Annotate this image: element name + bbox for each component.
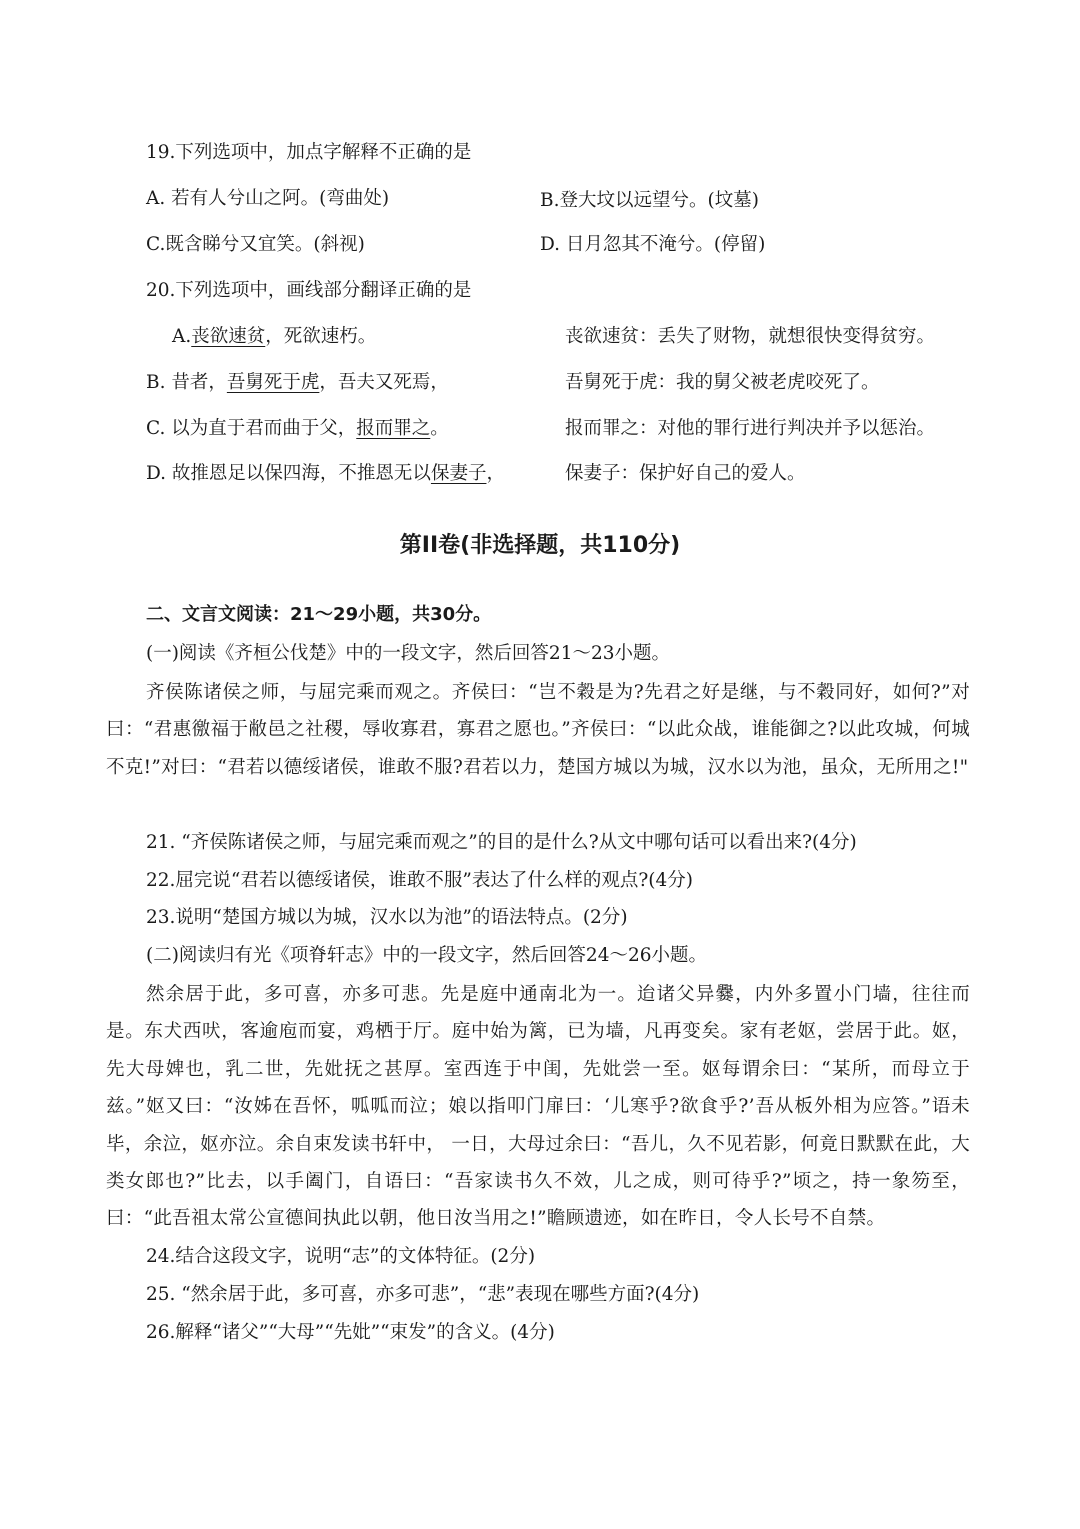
q20-option-c	[146, 416, 449, 442]
q19-option-a: A. 若有人兮山之阿。(弯曲处)	[146, 188, 390, 209]
q19-option-d: D. 日月忽其不淹兮。(停留)	[540, 234, 766, 255]
q20-option-a-translation: 丧欲速贫：丢失了财物，就想很快变得贫穷。	[565, 326, 936, 347]
q20-option-b-label: B. 昔者，	[146, 372, 227, 393]
q20-stem: 20.下列选项中，画线部分翻译正确的是	[146, 280, 472, 301]
q20-option-a	[172, 324, 376, 350]
reading2-intro: (二)阅读归有光《项脊轩志》中的一段文字，然后回答24～26小题。	[146, 945, 708, 966]
q20-option-b-rest: ，吾夫又死焉，	[319, 372, 449, 393]
q20-option-a-underlined: 丧欲速贫	[191, 326, 266, 347]
q20-option-a-label: A.	[172, 326, 192, 347]
question-25: 25. “然余居于此，多可喜，亦多可悲”，“悲”表现在哪些方面?(4分)	[146, 1284, 700, 1305]
q20-option-a-rest: ，死欲速朽。	[265, 326, 377, 347]
q20-option-c-underlined: 报而罪之	[356, 418, 431, 439]
question-24: 24.结合这段文字，说明“志”的文体特征。(2分)	[146, 1246, 536, 1267]
part-title: 二、文言文阅读：21～29小题，共30分。	[146, 604, 492, 625]
reading1-passage: 齐侯陈诸侯之师，与屈完乘而观之。齐侯曰：“岂不穀是为?先君之好是继，与不穀同好，如何?”对曰：“君惠徼福于敝邑之社稷，辱收寡君，寡君之愿也。”齐侯曰：“以此众战，谁能御之?以此攻城，何城不克!”对曰：“君若以德绥诸侯，谁敢不服?君若以力，楚国方城以为城，汉水以为池，虽众，无所用之!"	[106, 682, 970, 778]
q20-option-d	[146, 461, 505, 487]
reading1-intro: (一)阅读《齐桓公伐楚》中的一段文字，然后回答21～23小题。	[146, 643, 671, 664]
q20-option-d-label: D. 故推恩足以保四海，不推恩无以	[146, 463, 431, 484]
q20-option-d-underlined: 保妻子	[430, 463, 487, 484]
question-26: 26.解释“诸父”“大母”“先妣”“束发”的含义。(4分)	[146, 1322, 555, 1343]
q20-option-d-translation: 保妻子：保护好自己的爱人。	[565, 463, 806, 484]
q20-option-c-label: C. 以为直于君而曲于父，	[146, 418, 357, 439]
q19-option-c: C.既含睇兮又宜笑。(斜视)	[146, 234, 365, 255]
question-21: 21. “齐侯陈诸侯之师，与屈完乘而观之”的目的是什么?从文中哪句话可以看出来?(4分)	[146, 832, 857, 853]
q19-stem: 19.下列选项中，加点字解释不正确的是	[146, 142, 472, 163]
q20-option-d-rest: ，	[486, 463, 505, 484]
q20-option-b	[146, 370, 449, 396]
q20-option-c-translation: 报而罪之：对他的罪行进行判决并予以惩治。	[565, 418, 936, 439]
q20-option-b-underlined: 吾舅死于虎	[226, 372, 320, 393]
reading2-passage: 然余居于此，多可喜，亦多可悲。先是庭中通南北为一。迨诸父异爨，内外多置小门墙，往往而是。东犬西吠，客逾庖而宴，鸡栖于厅。庭中始为篱，已为墙，凡再变矣。家有老妪，尝居于此。妪，先大母婢也，乳二世，先妣抚之甚厚。室西连于中闺，先妣尝一至。妪每谓余曰：“某所，而母立于兹。”妪又曰：“汝姊在吾怀，呱呱而泣；娘以指叩门扉曰：‘儿寒乎?欲食乎?’吾从板外相为应答。”语未毕，余泣，妪亦泣。余自束发读书轩中， 一日，大母过余曰：“吾儿，久不见若影，何竟日默默在此，大类女郎也?”比去，以手阖门，自语曰：“吾家读书久不效，儿之成，则可待乎?”顷之，持一象笏至，曰：“此吾祖太常公宣德间执此以朝，他日汝当用之!”瞻顾遗迹，如在昨日，令人长号不自禁。	[106, 984, 970, 1230]
q20-option-c-rest: 。	[430, 418, 449, 439]
section-title: 第II卷(非选择题，共110分)	[399, 533, 681, 558]
question-23: 23.说明“楚国方城以为城，汉水以为池”的语法特点。(2分)	[146, 907, 628, 928]
q19-option-b: B.登大坟以远望兮。(坟墓)	[540, 190, 759, 211]
q20-option-b-translation: 吾舅死于虎：我的舅父被老虎咬死了。	[565, 372, 880, 393]
question-22: 22.屈完说“君若以德绥诸侯，谁敢不服”表达了什么样的观点?(4分)	[146, 870, 693, 891]
